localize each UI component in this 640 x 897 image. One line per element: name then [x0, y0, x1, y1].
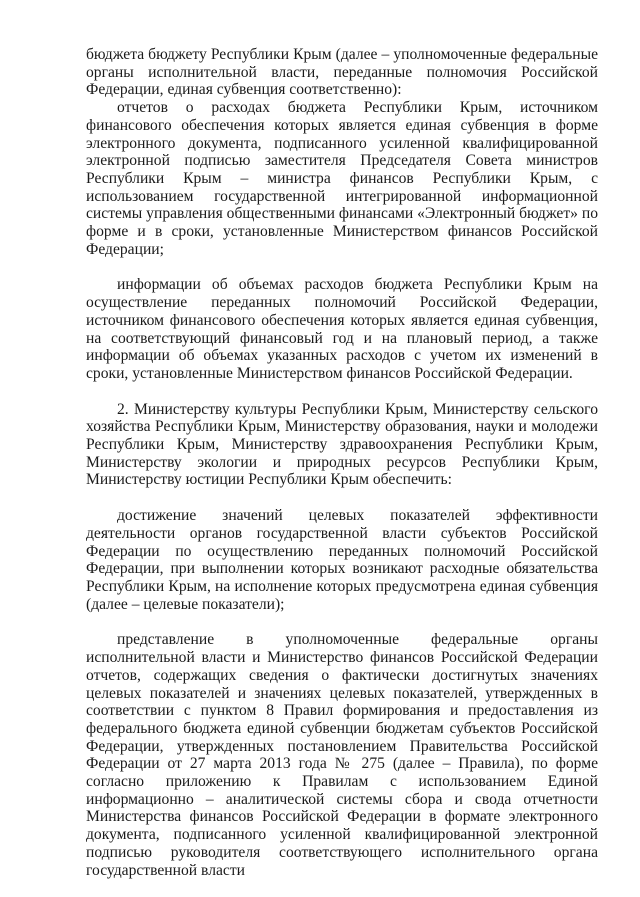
paragraph-submission: представление в уполномоченные федеральные органы исполнительной власти и Министерство финансов Российской Федерации отчетов, содержащих сведения о фактически достигнутых значениях целевых показателей и значениях целевых показателей, утвержденных в соответствии с пунктом 8 Правил формирования и предоставления из федерального бюджета единой субвенции бюджетам субъектов Российской Федерации, утвержденных постановлением Правительства Российской Федерации от 27 марта 2013 года № 275 (далее – Правила), по форме согласно приложению к Правилам с использованием Единой информационно – аналитической системы сбора и свода отчетности Министерства финансов Российской Федерации в формате электронного документа, подписанного усиленной квалифицированной электронной подписью руководителя соответствующего исполнительного органа государственной власти [86, 631, 598, 879]
paragraph-item-2: 2. Министерству культуры Республики Крым, Министерству сельского хозяйства Республики Крым, Министерству образования, науки и молодежи Республики Крым, Министерству здравоохранения Республики Крым, Министерству экологии и природных ресурсов Республики Крым, Министерству юстиции Республики Крым обеспечить: [86, 400, 598, 489]
paragraph-reports: отчетов о расходах бюджета Республики Крым, источником финансового обеспечения которых является единая субвенция в форме электронного документа, подписанного усиленной квалифицированной электронной подписью заместителя Председателя Совета министров Республики Крым – министра финансов Республики Крым, с использованием государственной интегрированной информационной системы управления общественными финансами «Электронный бюджет» по форме и в сроки, установленные Министерством финансов Российской Федерации; [86, 99, 598, 258]
paragraph-information: информации об объемах расходов бюджета Республики Крым на осуществление переданных полномочий Российской Федерации, источником финансового обеспечения которых является единая субвенция, на соответствующий финансовый год и на плановый период, а также информации об объемах указанных расходов с учетом их изменений в сроки, установленные Министерством финансов Российской Федерации. [86, 276, 598, 382]
paragraph-targets: достижение значений целевых показателей эффективности деятельности органов государственной власти субъектов Российской Федерации по осуществлению переданных полномочий Российской Федерации, при выполнении которых возникают расходные обязательства Республики Крым, на исполнение которых предусмотрена единая субвенция (далее – целевые показатели); [86, 507, 598, 613]
paragraph-intro: бюджета бюджету Республики Крым (далее – уполномоченные федеральные органы исполнительной власти, переданные полномочия Российской Федерации, единая субвенция соответственно): [86, 46, 598, 99]
document-page [86, 46, 598, 879]
